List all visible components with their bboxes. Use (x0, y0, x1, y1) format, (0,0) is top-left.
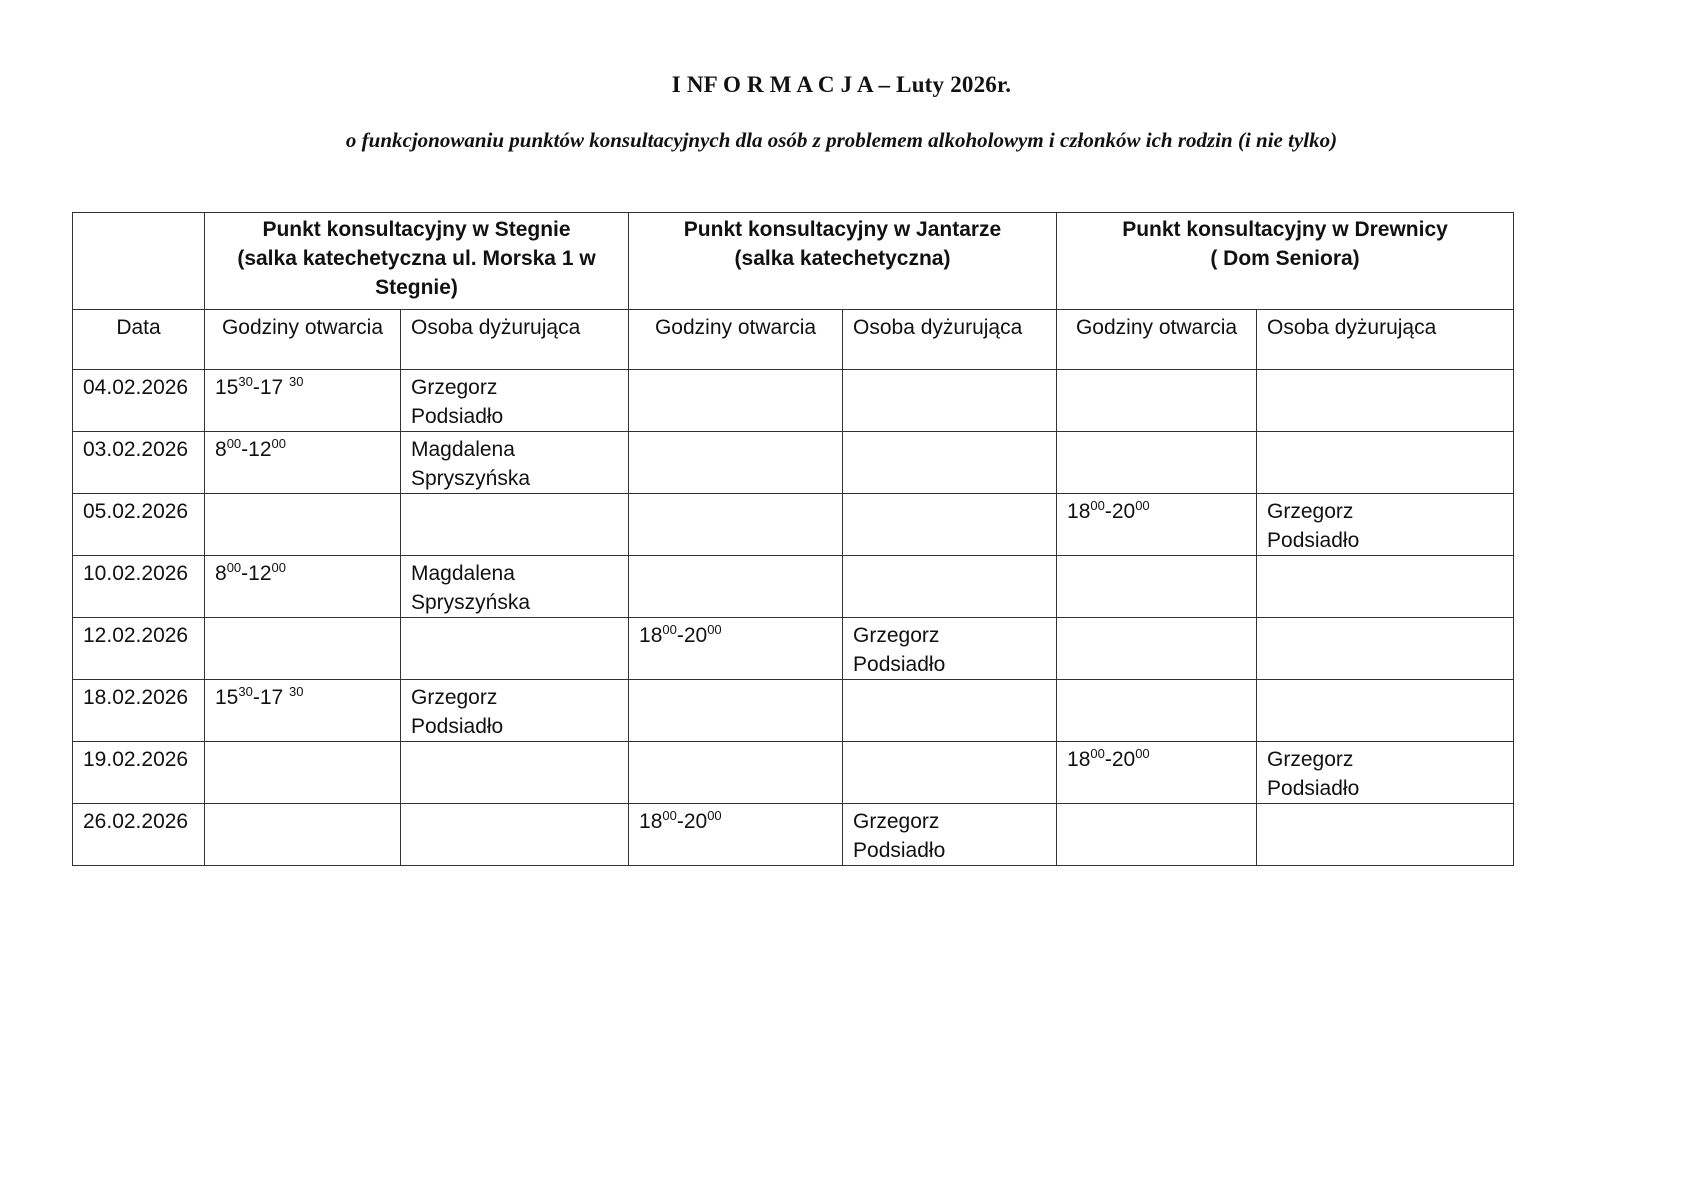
person-cell-stegna (401, 370, 629, 432)
point-name: Punkt konsultacyjny w Stegnie (262, 218, 571, 241)
hours-cell-drewnica (1057, 494, 1257, 556)
person-cell-jantar (843, 742, 1057, 804)
hours-cell-jantar (629, 680, 843, 742)
hours-cell-jantar (629, 742, 843, 804)
header-row (73, 213, 1514, 310)
minute-to: 00 (271, 436, 286, 451)
hours-cell-drewnica (1057, 804, 1257, 866)
hours-cell-drewnica (1057, 370, 1257, 432)
minute-to: 00 (707, 622, 722, 637)
point-location: (salka katechetyczna ul. Morska 1 w Stegnie) (237, 247, 596, 299)
hours-cell-stegna (205, 432, 401, 494)
hour-to: -20 (676, 624, 708, 647)
point-name: Punkt konsultacyjny w Jantarze (683, 218, 1002, 241)
person-cell-stegna (401, 804, 629, 866)
hours-cell-drewnica (1057, 742, 1257, 804)
person-cell-drewnica (1257, 680, 1514, 742)
document-subtitle: o funkcjonowaniu punktów konsultacyjnych dla osób z problemem alkoholowym i członków ich rodzin (i nie tylko) (345, 128, 1338, 152)
corner-cell (73, 213, 205, 310)
document-title: I NF O R M A C J A – Luty 2026r. (671, 72, 1012, 97)
hours-cell-stegna (205, 742, 401, 804)
person-cell-jantar (843, 556, 1057, 618)
person-cell-jantar (843, 618, 1057, 680)
column-header-person: Osoba dyżurująca (843, 310, 1057, 370)
hour-to: -12 (241, 438, 272, 461)
hours-cell-jantar (629, 370, 843, 432)
column-header-row (73, 310, 1514, 370)
table-row (73, 742, 1514, 804)
person-cell-stegna (401, 432, 629, 494)
date-cell: 04.02.2026 (73, 370, 205, 432)
point-name: Punkt konsultacyjny w Drewnicy (1122, 218, 1448, 241)
point-location: (salka katechetyczna) (734, 247, 951, 270)
column-header-hours: Godziny otwarcia (629, 310, 843, 370)
person-cell-drewnica (1257, 804, 1514, 866)
person-cell-jantar (843, 680, 1057, 742)
minute-from: 00 (662, 808, 677, 823)
person-name: Magdalena Spryszyńska (411, 438, 531, 490)
hours-cell-jantar (629, 432, 843, 494)
hour-to: -17 (252, 686, 290, 709)
person-name: Magdalena Spryszyńska (411, 562, 531, 614)
person-cell-stegna (401, 494, 629, 556)
person-cell-drewnica (1257, 618, 1514, 680)
person-cell-drewnica (1257, 432, 1514, 494)
person-name: Grzegorz Podsiadło (411, 686, 504, 738)
minute-from: 00 (1090, 746, 1105, 761)
point-header-drewnica (1057, 213, 1514, 310)
person-name: Grzegorz Podsiadło (853, 810, 946, 862)
point-location: ( Dom Seniora) (1210, 247, 1360, 270)
hours-cell-drewnica (1057, 618, 1257, 680)
column-header-person: Osoba dyżurująca (401, 310, 629, 370)
hours-cell-drewnica (1057, 556, 1257, 618)
date-cell: 18.02.2026 (73, 680, 205, 742)
hour-to: -17 (252, 376, 290, 399)
minute-to: 00 (1135, 498, 1150, 513)
hour-from: 15 (215, 686, 239, 709)
hours-cell-jantar (629, 618, 843, 680)
person-name: Grzegorz Podsiadło (1267, 500, 1360, 552)
minute-to: 30 (289, 374, 304, 389)
hour-to: -20 (1104, 500, 1136, 523)
hour-to: -12 (241, 562, 272, 585)
person-cell-jantar (843, 370, 1057, 432)
hours-cell-stegna (205, 494, 401, 556)
hours-cell-stegna (205, 618, 401, 680)
person-cell-stegna (401, 680, 629, 742)
person-cell-drewnica (1257, 494, 1514, 556)
person-cell-drewnica (1257, 556, 1514, 618)
person-name: Grzegorz Podsiadło (853, 624, 946, 676)
person-name: Grzegorz Podsiadło (1267, 748, 1360, 800)
person-cell-drewnica (1257, 742, 1514, 804)
column-header-hours: Godziny otwarcia (1057, 310, 1257, 370)
table-row (73, 680, 1514, 742)
hours-cell-drewnica (1057, 432, 1257, 494)
minute-from: 00 (662, 622, 677, 637)
hours-cell-stegna (205, 680, 401, 742)
minute-to: 00 (271, 560, 286, 575)
minute-from: 00 (226, 436, 242, 451)
hours-cell-jantar (629, 494, 843, 556)
date-cell: 26.02.2026 (73, 804, 205, 866)
point-header-jantar (629, 213, 1057, 310)
schedule-body (73, 370, 1514, 866)
date-cell: 05.02.2026 (73, 494, 205, 556)
hour-from: 18 (1067, 500, 1091, 523)
hour-from: 18 (639, 810, 663, 833)
hours-cell-stegna (205, 370, 401, 432)
minute-to: 00 (1135, 746, 1150, 761)
column-header-person: Osoba dyżurująca (1257, 310, 1514, 370)
minute-from: 30 (238, 374, 253, 389)
table-row (73, 804, 1514, 866)
minute-from: 00 (1090, 498, 1105, 513)
table-row (73, 494, 1514, 556)
person-cell-jantar (843, 804, 1057, 866)
minute-to: 00 (707, 808, 722, 823)
schedule-table (72, 212, 1514, 866)
table-row (73, 370, 1514, 432)
date-cell: 03.02.2026 (73, 432, 205, 494)
minute-to: 30 (289, 684, 304, 699)
hour-from: 15 (215, 376, 239, 399)
date-cell: 10.02.2026 (73, 556, 205, 618)
hours-cell-jantar (629, 556, 843, 618)
person-name: Grzegorz Podsiadło (411, 376, 504, 428)
date-cell: 12.02.2026 (73, 618, 205, 680)
person-cell-jantar (843, 432, 1057, 494)
minute-from: 00 (226, 560, 242, 575)
hour-from: 8 (215, 562, 227, 585)
table-row (73, 556, 1514, 618)
hour-from: 18 (1067, 748, 1091, 771)
hours-cell-drewnica (1057, 680, 1257, 742)
hour-from: 18 (639, 624, 663, 647)
hours-cell-stegna (205, 804, 401, 866)
person-cell-stegna (401, 742, 629, 804)
person-cell-stegna (401, 556, 629, 618)
hour-to: -20 (676, 810, 708, 833)
hour-to: -20 (1104, 748, 1136, 771)
hours-cell-stegna (205, 556, 401, 618)
date-cell: 19.02.2026 (73, 742, 205, 804)
person-cell-jantar (843, 494, 1057, 556)
column-header-hours: Godziny otwarcia (205, 310, 401, 370)
hour-from: 8 (215, 438, 227, 461)
hours-cell-jantar (629, 804, 843, 866)
minute-from: 30 (238, 684, 253, 699)
column-header-date: Data (73, 310, 205, 370)
person-cell-stegna (401, 618, 629, 680)
person-cell-drewnica (1257, 370, 1514, 432)
point-header-stegna (205, 213, 629, 310)
table-row (73, 618, 1514, 680)
table-row (73, 432, 1514, 494)
